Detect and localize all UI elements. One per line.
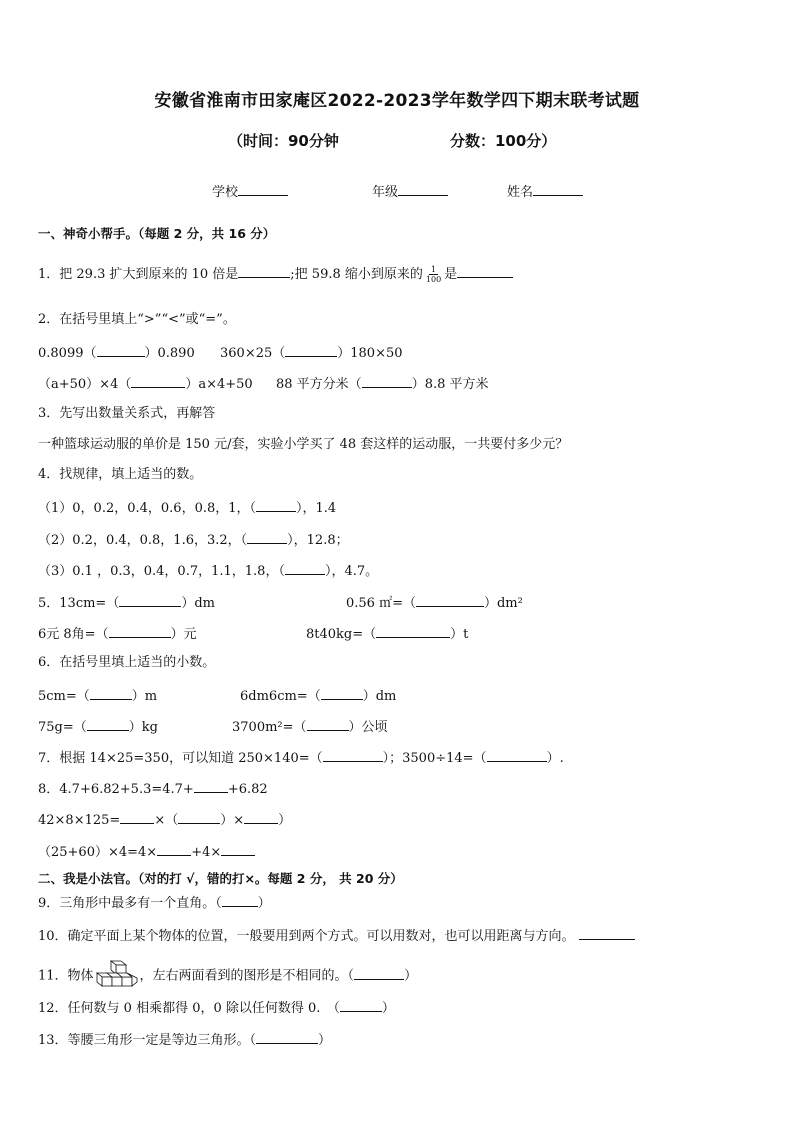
q6-l2-a: 75g=（ (38, 720, 87, 735)
q5-l1-d: ）dm² (483, 596, 523, 611)
question-5-line-2b (306, 624, 468, 644)
q6-l2-d: ）公顷 (348, 720, 388, 735)
q8-l2-a: 42×8×125= (38, 813, 121, 828)
q6-l1-b: ）m (131, 689, 158, 704)
question-4-line-3 (38, 561, 378, 581)
question-12 (38, 998, 395, 1018)
q9-blank[interactable] (222, 893, 258, 907)
question-13 (38, 1030, 331, 1050)
school-field (212, 181, 288, 200)
name-label: 姓名 (507, 185, 534, 200)
grade-label: 年级 (372, 185, 399, 200)
question-1 (38, 264, 513, 284)
q1-text-b: ;把 59.8 缩小到原来的 (290, 267, 423, 282)
question-8-line-3 (38, 842, 255, 862)
grade-field (372, 181, 448, 200)
section-2-heading: 二、我是小法官。（对的打 √，错的打×。每题 2 分， 共 20 分） (38, 871, 403, 886)
q9-text-a: 9．三角形中最多有一个直角。（ (38, 896, 222, 911)
q5-blank-3[interactable] (109, 624, 171, 638)
q12-text-a: 12．任何数与 0 相乘都得 0，0 除以任何数得 0. （ (38, 1001, 340, 1016)
q13-text-a: 13．等腰三角形一定是等边三角形。（ (38, 1033, 257, 1048)
grade-blank[interactable] (398, 181, 448, 196)
q2-l2-d: ）8.8 平方米 (411, 377, 489, 392)
q1-blank-2[interactable] (457, 264, 513, 278)
exam-time: （时间：90分钟 (228, 132, 339, 150)
q5-blank-4[interactable] (376, 624, 450, 638)
q4-l3-b: ），4.7。 (324, 564, 379, 579)
q2-l1-c: 360×25（ (220, 346, 286, 361)
question-3-text: 一种篮球运动服的单价是 150 元/套，实验小学买了 48 套这样的运动服，一共要付多少元？ (38, 437, 569, 452)
q11-blank[interactable] (354, 966, 404, 980)
q10-blank[interactable] (579, 926, 635, 940)
exam-score: 分数：100分） (450, 132, 557, 150)
section-1-heading: 一、神奇小帮手。（每题 2 分，共 16 分） (38, 226, 276, 241)
question-9 (38, 893, 271, 913)
q1-text-a: 1．把 29.3 扩大到原来的 10 倍是 (38, 267, 239, 282)
q5-blank-2[interactable] (416, 593, 484, 607)
question-7 (38, 748, 564, 768)
q11-text-b: ，左右两面看到的图形是不相同的。（ (139, 968, 355, 984)
q5-l2-d: ）t (450, 627, 469, 642)
q1-fraction-den: 100 (425, 275, 442, 284)
question-6-line-2 (38, 717, 158, 737)
school-label: 学校 (212, 185, 239, 200)
q6-blank-3[interactable] (87, 717, 129, 731)
name-blank[interactable] (533, 181, 583, 196)
exam-title: 安徽省淮南市田家庵区2022-2023学年数学四下期末联考试题 (154, 91, 640, 111)
q5-blank-1[interactable] (119, 593, 181, 607)
q9-text-b: ） (257, 896, 271, 911)
q5-l2-c: 8t40kg=（ (306, 627, 377, 642)
q12-text-b: ） (381, 1001, 395, 1016)
q1-fraction (426, 265, 441, 284)
q7-blank-2[interactable] (487, 748, 547, 762)
question-5-line-1b (346, 593, 523, 613)
q11-text-a: 11．物体 (38, 968, 94, 984)
q5-l1-b: ）dm (181, 596, 215, 611)
q8-blank-5[interactable] (157, 842, 191, 856)
question-8-line-1 (38, 779, 268, 799)
q2-l1-b: ）0.890 (144, 346, 195, 361)
q7-text-a: 7．根据 14×25=350，可以知道 250×140=（ (38, 751, 323, 766)
q5-l2-a: 6元 8角=（ (38, 627, 109, 642)
q13-text-b: ） (318, 1033, 332, 1048)
q2-blank-3[interactable] (131, 374, 185, 388)
q1-blank-1[interactable] (238, 264, 290, 278)
q12-blank[interactable] (340, 998, 382, 1012)
q5-l2-b: ）元 (170, 627, 197, 642)
q8-l2-c: ）× (220, 813, 245, 828)
q4-l1-b: ），1.4 (296, 501, 337, 516)
question-4-stem: 4．找规律，填上适当的数。 (38, 467, 203, 482)
question-5-line-2 (38, 624, 197, 644)
q6-blank-2[interactable] (321, 686, 363, 700)
q2-blank-4[interactable] (362, 374, 412, 388)
question-2-line-1 (38, 343, 195, 363)
q4-l2-a: （2）0.2，0.4，0.8，1.6，3.2，（ (38, 533, 248, 548)
q2-l1-d: ）180×50 (337, 346, 403, 361)
school-blank[interactable] (238, 181, 288, 196)
question-6-line-2b (232, 717, 388, 737)
q2-blank-2[interactable] (285, 343, 337, 357)
q7-blank-1[interactable] (323, 748, 383, 762)
q8-l2-b: ×（ (154, 813, 179, 828)
q4-l3-a: （3）0.1 ，0.3，0.4，0.7，1.1，1.8，（ (38, 564, 285, 579)
question-6-line-1 (38, 686, 157, 706)
q8-blank-3[interactable] (178, 810, 220, 824)
question-6-line-1b (240, 686, 396, 706)
q6-l1-d: ）dm (362, 689, 397, 704)
q8-l1-a: 8．4.7+6.82+5.3=4.7+ (38, 782, 194, 797)
q4-blank-2[interactable] (247, 530, 287, 544)
q6-l1-c: 6dm6cm=（ (240, 689, 321, 704)
q8-l3-a: （25+60）×4=4× (38, 845, 158, 860)
question-3-stem: 3．先写出数量关系式，再解答 (38, 406, 216, 421)
q1-fraction-num: 1 (430, 265, 437, 274)
q8-blank-1[interactable] (194, 779, 228, 793)
q11-text-c: ） (404, 968, 418, 984)
q6-l2-c: 3700m²=（ (232, 720, 307, 735)
q5-l1-c: 0.56 ㎡=（ (346, 596, 416, 611)
question-2-line-2b (276, 374, 489, 394)
q8-blank-2[interactable] (120, 810, 154, 824)
question-6-stem: 6．在括号里填上适当的小数。 (38, 655, 216, 670)
q10-text: 10．确定平面上某个物体的位置，一般要用到两个方式。可以用数对，也可以用距离与方向。 (38, 929, 575, 944)
question-11 (38, 960, 417, 992)
q8-close-paren: ） (278, 813, 292, 828)
q4-l1-a: （1）0，0.2，0.4，0.6，0.8，1，（ (38, 501, 257, 516)
cubes-figure (95, 960, 139, 992)
q2-l2-b: ）a×4+50 (185, 377, 253, 392)
q8-blank-6[interactable] (221, 842, 255, 856)
q6-l1-a: 5cm=（ (38, 689, 90, 704)
q2-l2-c: 88 平方分米（ (276, 377, 362, 392)
q8-l1-b: +6.82 (227, 782, 268, 797)
q13-blank[interactable] (256, 1030, 318, 1044)
q2-blank-1[interactable] (97, 343, 145, 357)
name-field (507, 181, 583, 200)
q2-l2-a: （a+50）×4（ (38, 377, 132, 392)
q2-l1-a: 0.8099（ (38, 346, 97, 361)
q5-l1-a: 5．13cm=（ (38, 596, 120, 611)
question-2-line-2 (38, 374, 253, 394)
q6-l2-b: ）kg (128, 720, 158, 735)
question-4-line-2 (38, 530, 349, 550)
q4-blank-3[interactable] (285, 561, 325, 575)
question-4-line-1 (38, 498, 336, 518)
question-8-line-2 (38, 810, 291, 830)
q8-blank-4[interactable] (244, 810, 278, 824)
question-2-stem: 2．在括号里填上“>”“<”或“=”。 (38, 312, 236, 327)
q7-text-c: ）. (546, 751, 564, 766)
question-2-line-1b (220, 343, 403, 363)
q6-blank-1[interactable] (90, 686, 132, 700)
q6-blank-4[interactable] (307, 717, 349, 731)
q4-l2-b: ），12.8； (287, 533, 349, 548)
q8-l3-b: +4× (191, 845, 222, 860)
question-10 (38, 926, 635, 946)
question-5-line-1 (38, 593, 215, 613)
q4-blank-1[interactable] (256, 498, 296, 512)
q1-text-c: 是 (444, 267, 458, 282)
q7-text-b: ）；3500÷14=（ (382, 751, 487, 766)
